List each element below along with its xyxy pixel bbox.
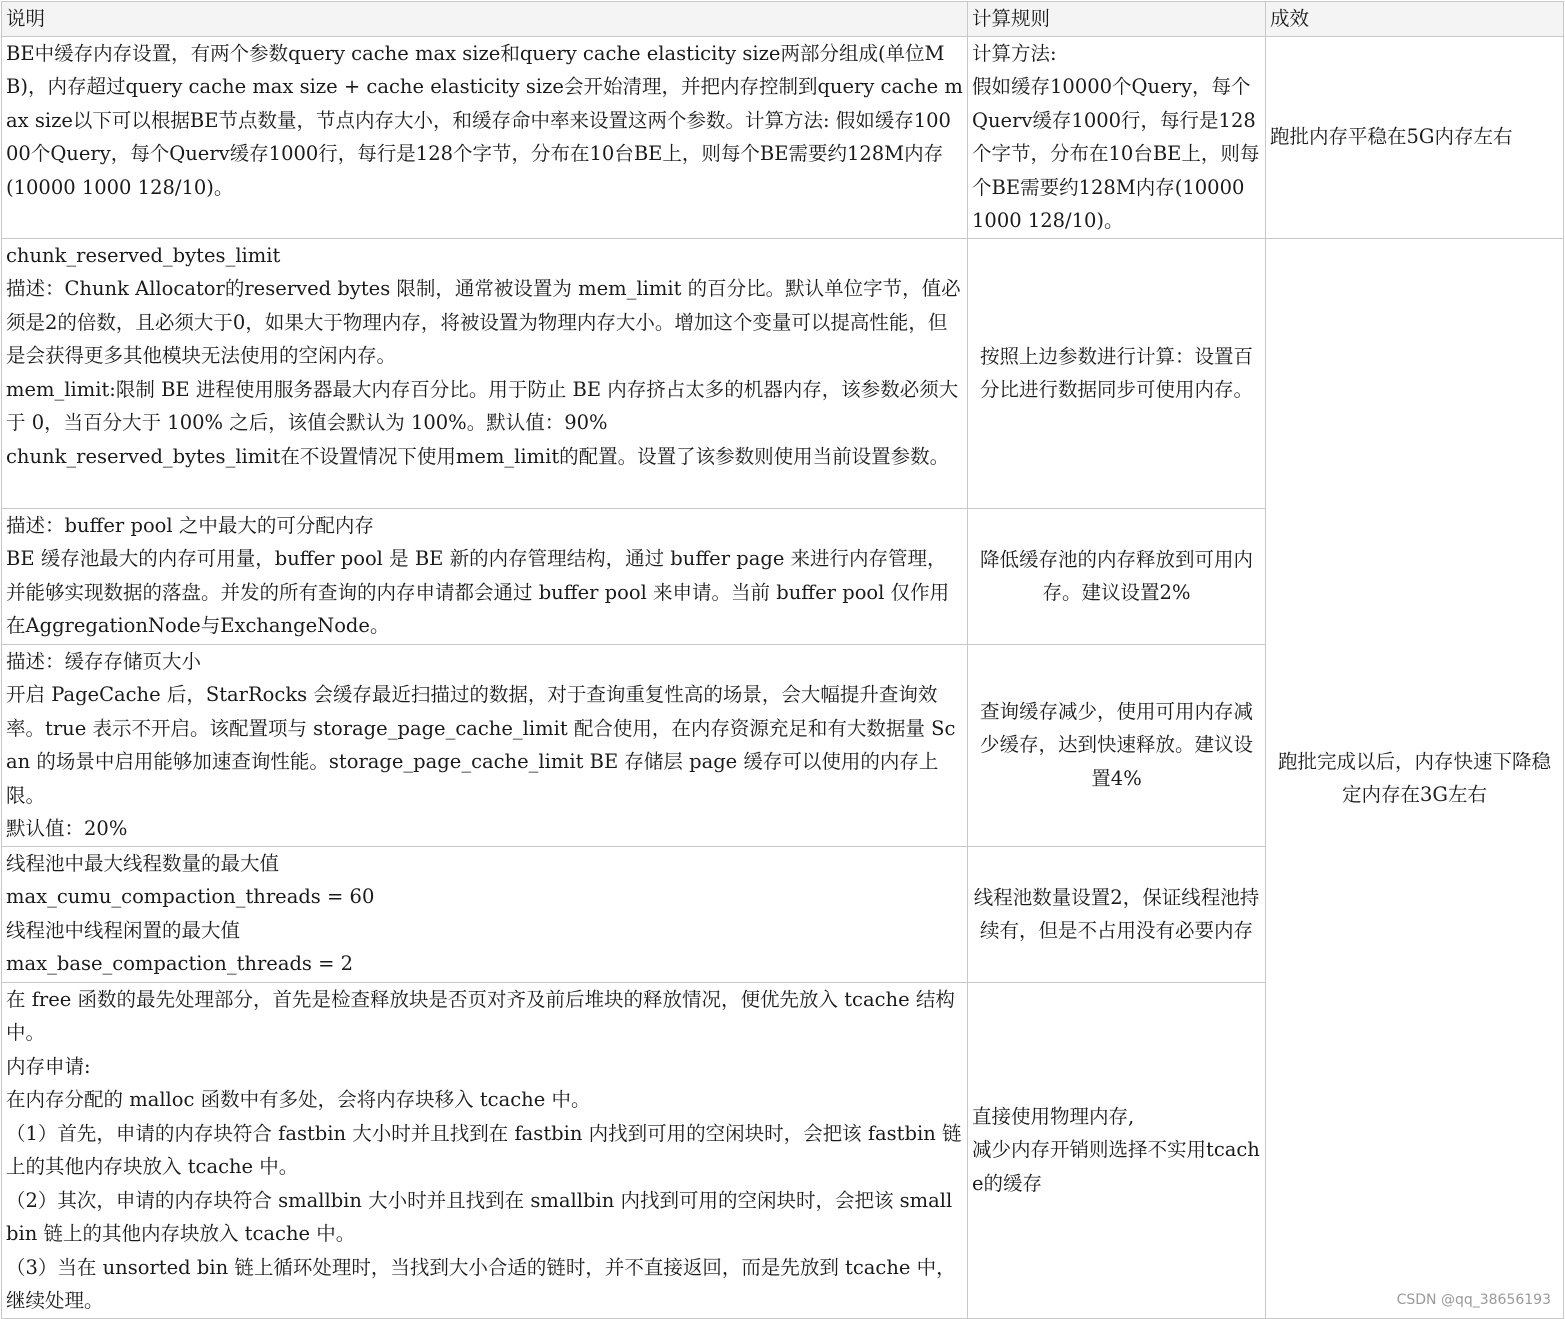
header-calc-rule: 计算规则 xyxy=(968,2,1266,37)
description-text: 线程池中线程闲置的最大值 xyxy=(6,918,241,942)
table-row xyxy=(2,36,1564,238)
description-text: BE 缓存池最大的内存可用量，buffer pool 是 BE 新的内存管理结构，通过 buffer page 来进行内存管理，并能够实现数据的落盘。并发的所有查询的内存申请都会通过 buffer pool 来申请。当前 buffer pool 仅作用在AggregationNode与ExchangeNode。 xyxy=(6,547,950,637)
description-text: 描述：Chunk Allocator的reserved bytes 限制，通常被设置为 mem_limit 的百分比。默认单位字节，值必须是2的倍数，且必须大于0，如果大于物理内存，将被设置为物理内存大小。增加这个变量可以提高性能，但是会获得更多其他模块无法使用的空闲内存。 xyxy=(6,277,961,367)
description-text: chunk_reserved_bytes_limit在不设置情况下使用mem_limit的配置。设置了该参数则使用当前设置参数。 xyxy=(6,444,950,468)
description-text: mem_limit:限制 BE 进程使用服务器最大内存百分比。用于防止 BE 内存挤占太多的机器内存，该参数必须大于 0，当百分大于 100% 之后，该值会默认为 100%。默认值：90% xyxy=(6,377,959,434)
calc-rule-text: 计算方法: xyxy=(972,41,1057,65)
merged-effect-cell xyxy=(1266,238,1564,1318)
description-text: 开启 PageCache 后，StarRocks 会缓存最近扫描过的数据，对于查询重复性高的场景，会大幅提升查询效率。true 表示不开启。该配置项与 storage_page_cache_limit 配合使用，在内存资源充足和有大数据量 Scan 的场景中启用能够加速查询性能。storage_page_cache_limit BE 存储层 page 缓存可以使用的内存上限。 xyxy=(6,683,956,807)
description-cell xyxy=(2,238,968,508)
effect-text: 跑批内存平稳在5G内存左右 xyxy=(1270,125,1513,149)
description-text: （1）首先，申请的内存块符合 fastbin 大小时并且找到在 fastbin 内找到可用的空闲块时，会把该 fastbin 链上的其他内存块放入 tcache 中。 xyxy=(6,1121,962,1178)
calc-rule-text: 直接使用物理内存, xyxy=(972,1104,1135,1128)
effect-text: 跑批完成以后，内存快速下降稳定内存在3G左右 xyxy=(1277,749,1551,806)
description-text: max_cumu_compaction_threads = 60 xyxy=(6,885,375,908)
calc-rule-cell xyxy=(968,982,1266,1318)
calc-rule-text: 降低缓存池的内存释放到可用内存。建议设置2% xyxy=(979,547,1253,604)
calc-rule-text: 假如缓存10000个Query，每个Querv缓存1000行，每行是128个字节，分布在10台BE上，则每个BE需要约128M内存(10000 1000 128/10)。 xyxy=(972,75,1260,232)
header-description: 说明 xyxy=(2,2,968,37)
calc-rule-cell xyxy=(968,508,1266,644)
description-cell xyxy=(2,982,968,1318)
description-text: 线程池中最大线程数量的最大值 xyxy=(6,851,280,875)
description-cell xyxy=(2,508,968,644)
calc-rule-text: 查询缓存减少，使用可用内存减少缓存，达到快速释放。建议设置4% xyxy=(979,699,1253,790)
calc-rule-text: 线程池数量设置2，保证线程池持续有，但是不占用没有必要内存 xyxy=(973,885,1260,942)
description-text: （3）当在 unsorted bin 链上循环处理时，当找到大小合适的链时，并不直接返回，而是先放到 tcache 中，继续处理。 xyxy=(6,1255,956,1312)
description-cell xyxy=(2,36,968,238)
calc-rule-cell xyxy=(968,846,1266,982)
description-text: max_base_compaction_threads = 2 xyxy=(6,952,354,975)
header-effect: 成效 xyxy=(1266,2,1564,37)
table-header-row xyxy=(2,2,1564,37)
description-cell xyxy=(2,644,968,846)
calc-rule-cell xyxy=(968,36,1266,238)
effect-cell xyxy=(1266,36,1564,238)
description-text: 内存申请: xyxy=(6,1054,91,1078)
description-text: 描述：缓存存储页大小 xyxy=(6,649,202,673)
description-text: chunk_reserved_bytes_limit xyxy=(6,243,281,267)
description-text: 描述：buffer pool 之中最大的可分配内存 xyxy=(6,513,374,537)
description-text: （2）其次，申请的内存块符合 smallbin 大小时并且找到在 smallbin 内找到可用的空闲块时，会把该 smallbin 链上的其他内存块放入 tcache 中。 xyxy=(6,1188,953,1245)
calc-rule-text: 按照上边参数进行计算：设置百分比进行数据同步可使用内存。 xyxy=(979,344,1253,401)
config-table xyxy=(1,1,1564,1319)
watermark: CSDN @qq_38656193 xyxy=(1396,1292,1551,1308)
description-text: 默认值：20% xyxy=(6,817,128,840)
description-text: 在内存分配的 malloc 函数中有多处，会将内存块移入 tcache 中。 xyxy=(6,1088,591,1111)
description-text: BE中缓存内存设置，有两个参数query cache max size和query cache elasticity size两部分组成(单位MB)，内存超过query cache max size + cache elasticity size会开始清理，并把内存控制到query cache max size以下可以根据BE节点数量，节点内存大小，和缓存命中率来设置这两个参数。计算方法: 假如缓存10000个Query，每个Querv缓存1000行，每行是128个字节，分布在10台BE上，则每个BE需要约128M内存(10000 1000 128/10)。 xyxy=(6,41,963,199)
description-cell xyxy=(2,846,968,982)
description-text: 在 free 函数的最先处理部分，首先是检查释放块是否页对齐及前后堆块的释放情况，便优先放入 tcache 结构中。 xyxy=(6,987,955,1044)
calc-rule-text: 减少内存开销则选择不实用tcache的缓存 xyxy=(972,1138,1260,1195)
calc-rule-cell xyxy=(968,644,1266,846)
calc-rule-cell xyxy=(968,238,1266,508)
table-row xyxy=(2,238,1564,508)
